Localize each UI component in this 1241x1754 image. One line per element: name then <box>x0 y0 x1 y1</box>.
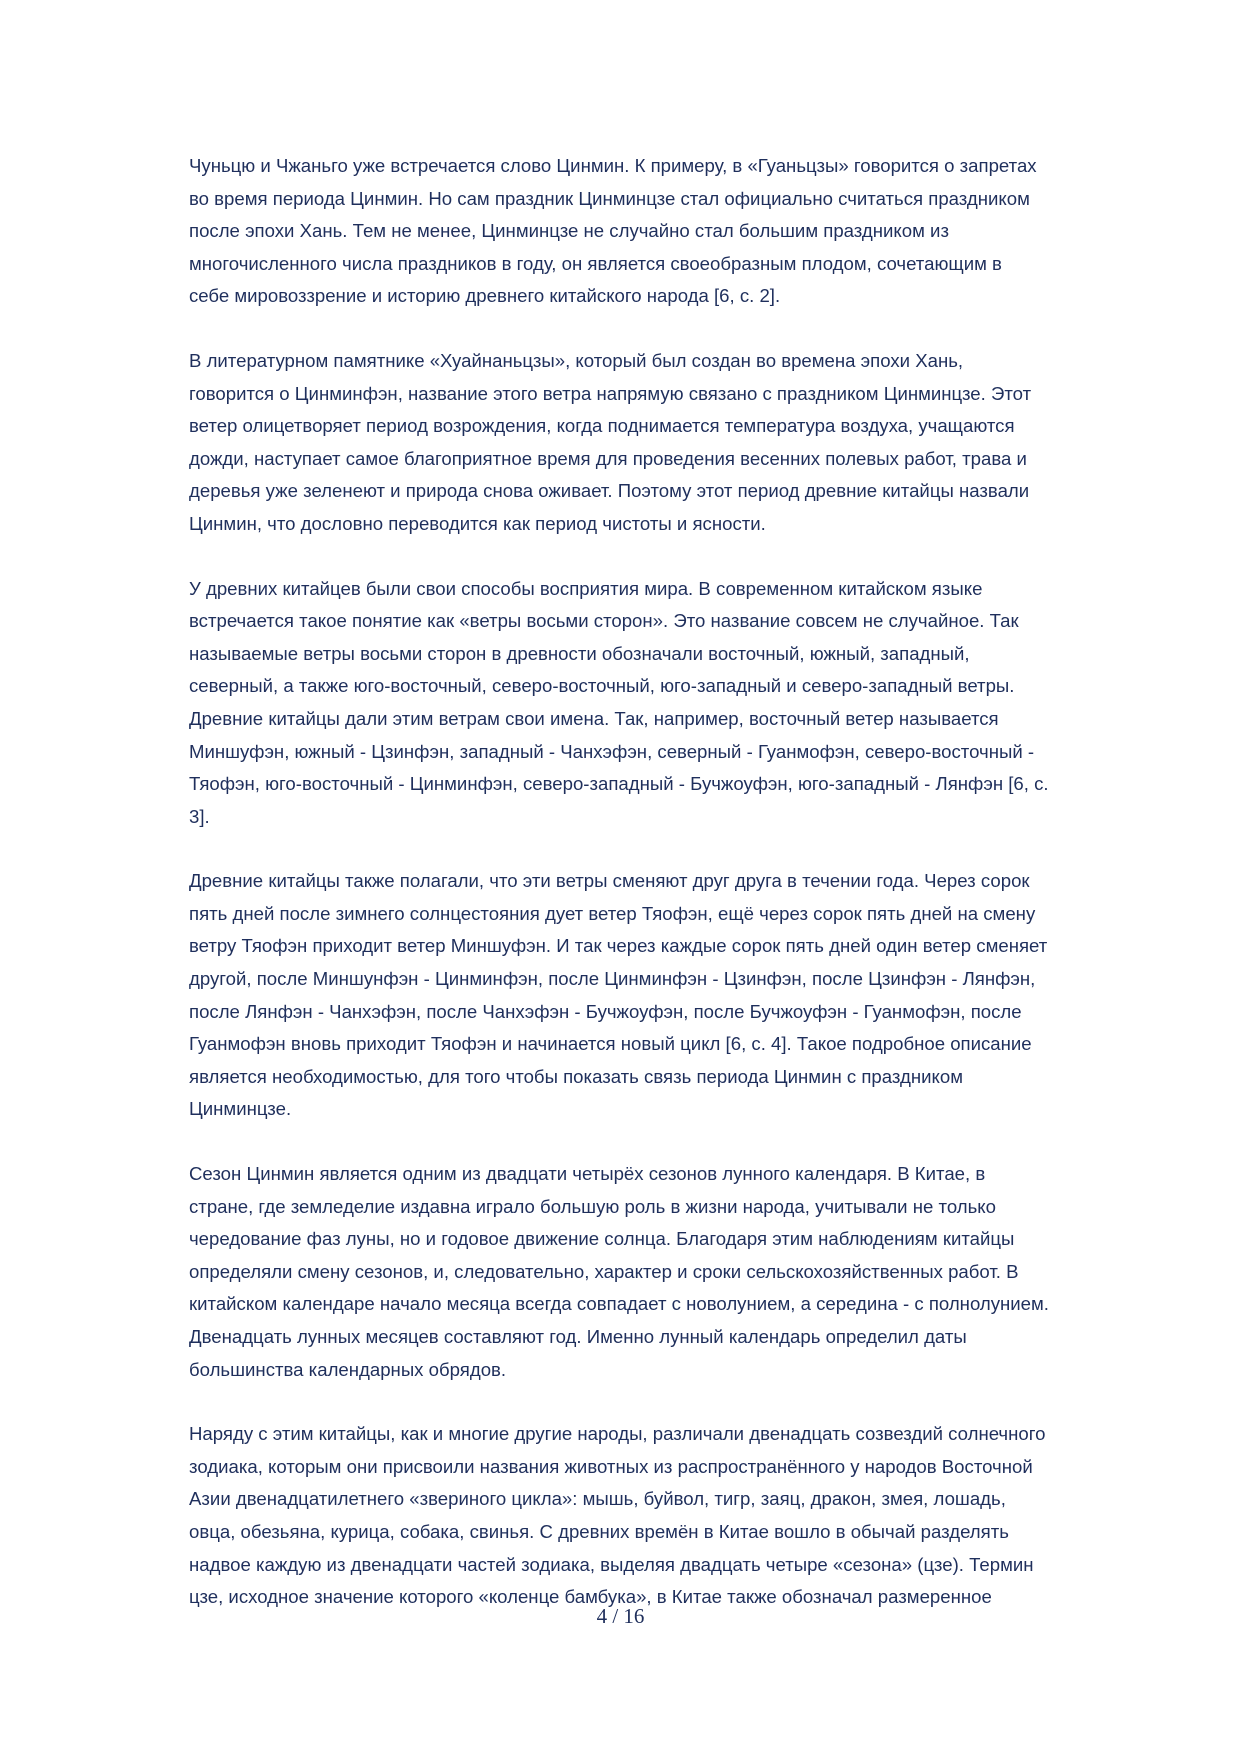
paragraph-4: Древние китайцы также полагали, что эти ветры сменяют друг друга в течении года. Через сорок пять дней после зимнего солнцестояния дует ветер Тяофэн, ещё через сорок пять дней на смену ветру Тяофэн приходит ветер Миншуфэн. И так через каждые сорок пять дней один ветер сменяет другой, после Миншунфэн - Цинминфэн, после Цинминфэн - Цзинфэн, после Цзинфэн - Лянфэн, после Лянфэн - Чанхэфэн, после Чанхэфэн - Бучжоуфэн, после Бучжоуфэн - Гуанмофэн, после Гуанмофэн вновь приходит Тяофэн и начинается новый цикл [6, с. 4]. Такое подробное описание является необходимостью, для того чтобы показать связь периода Цинмин с праздником Цинминцзе. <box>189 870 1048 1120</box>
paragraph-5: Сезон Цинмин является одним из двадцати четырёх сезонов лунного календаря. В Китае, в стране, где земледелие издавна играло большую роль в жизни народа, учитывали не только чередование фаз луны, но и годовое движение солнца. Благодаря этим наблюдениям китайцы определяли смену сезонов, и, следовательно, характер и сроки сельскохозяйственных работ. В китайском календаре начало месяца всегда совпадает с новолунием, а середина - с полнолунием. Двенадцать лунных месяцев составляют год. Именно лунный календарь определил даты большинства календарных обрядов. <box>189 1163 1049 1380</box>
paragraph-1: Чуньцю и Чжаньго уже встречается слово Цинмин. К примеру, в «Гуаньцзы» говорится о запретах во время периода Цинмин. Но сам праздник Цинминцзе стал официально считаться праздником после эпохи Хань. Тем не менее, Цинминцзе не случайно стал большим праздником из многочисленного числа праздников в году, он является своеобразным плодом, сочетающим в себе мировоззрение и историю древнего китайского народа [6, с. 2]. <box>189 155 1037 307</box>
paragraph-2: В литературном памятнике «Хуайнаньцзы», который был создан во времена эпохи Хань, говорится о Цинминфэн, название этого ветра напрямую связано с праздником Цинминцзе. Этот ветер олицетворяет период возрождения, когда поднимается температура воздуха, учащаются дожди, наступает самое благоприятное время для проведения весенних полевых работ, трава и деревья уже зеленеют и природа снова оживает. Поэтому этот период древние китайцы назвали Цинмин, что дословно переводится как период чистоты и ясности. <box>189 349 1032 534</box>
paragraph-3: У древних китайцев были свои способы восприятия мира. В современном китайском языке встречается такое понятие как «ветры восьми сторон». Это название совсем не случайное. Так называемые ветры восьми сторон в древности обозначали восточный, южный, западный, северный, а также юго-восточный, северо-восточный, юго-западный и северо-западный ветры. Древние китайцы дали этим ветрам свои имена. Так, например, восточный ветер называется Миншуфэн, южный - Цзинфэн, западный - Чанхэфэн, северный - Гуанмофэн, северо-восточный - Тяофэн, юго-восточный - Цинминфэн, северо-западный - Бучжоуфэн, юго-западный - Лянфэн [6, с. 3]. <box>189 577 1049 827</box>
paragraph-6: Наряду с этим китайцы, как и многие другие народы, различали двенадцать созвездий солнечного зодиака, которым они присвоили названия животных из распространённого у народов Восточной Азии двенадцатилетнего «звериного цикла»: мышь, буйвол, тигр, заяц, дракон, змея, лошадь, овца, обезьяна, курица, собака, свинья. С древних времён в Китае вошло в обычай разделять надвое каждую из двенадцати частей зодиака, выделяя двадцать четыре «сезона» (цзе). Термин цзе, исходное значение которого «коленце бамбука», в Китае также обозначал размеренное <box>189 1423 1046 1608</box>
body-text <box>189 150 1069 1646</box>
page-number: 4 / 16 <box>596 1604 645 1628</box>
